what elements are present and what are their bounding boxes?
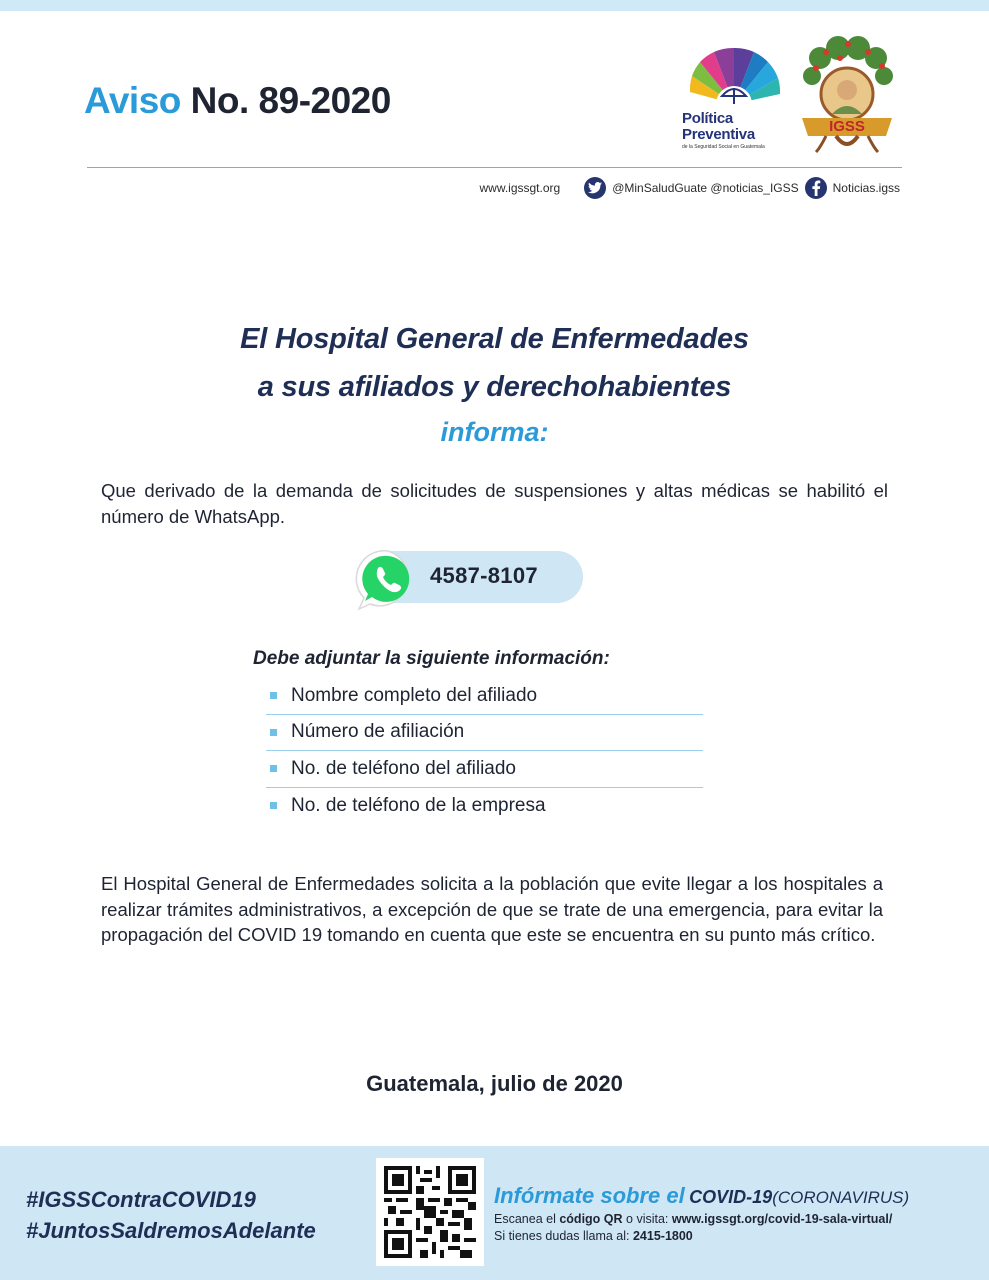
bullet-icon — [270, 802, 277, 809]
requirements-list — [266, 678, 703, 824]
top-strip — [0, 0, 989, 11]
hashtag-2[interactable]: #JuntosSaldremosAdelante — [26, 1218, 316, 1243]
scan-line — [494, 1212, 892, 1226]
logo-text-line2: Preventiva — [682, 126, 755, 143]
social-links — [479, 176, 900, 200]
logo-text-line3: de la Seguridad Social en Guatemala — [682, 144, 765, 150]
whatsapp-number[interactable]: 4587-8107 — [430, 563, 538, 588]
list-item — [266, 678, 703, 715]
info-title-covid: COVID-19 — [689, 1187, 773, 1207]
igss-logo-text: IGSS — [829, 118, 865, 135]
facebook-page[interactable]: Noticias.igss — [832, 181, 900, 195]
covid-url-link[interactable]: www.igssgt.org/covid-19-sala-virtual/ — [671, 1212, 893, 1226]
info-title-coronavirus: (CORONAVIRUS) — [772, 1188, 910, 1207]
bullet-icon — [270, 729, 277, 736]
scan-prefix: Escanea el — [494, 1212, 556, 1226]
list-item — [266, 788, 703, 825]
logo-text-line1: Política — [682, 110, 733, 127]
phone-number[interactable]: 2415-1800 — [632, 1229, 693, 1243]
list-item-label: Número de afiliación — [291, 721, 465, 743]
title-line-1: El Hospital General de Enfermedades — [240, 323, 749, 355]
covid-info-title — [494, 1183, 909, 1209]
notice-number: No. 89-2020 — [190, 80, 391, 121]
igss-tree-emblem-icon — [796, 36, 898, 156]
list-item-label: No. de teléfono de la empresa — [291, 794, 546, 816]
igss-logo — [796, 36, 898, 156]
list-item — [266, 751, 703, 788]
info-title-main: Infórmate sobre el — [494, 1183, 685, 1208]
intro-paragraph: Que derivado de la demanda de solicitudes de suspensiones y altas médicas se habilitó el número de WhatsApp. — [101, 480, 888, 527]
whatsapp-icon — [355, 547, 421, 613]
facebook-icon — [805, 177, 827, 199]
bullet-icon — [270, 692, 277, 699]
date-line: Guatemala, julio de 2020 — [366, 1071, 623, 1096]
qr-code[interactable] — [376, 1158, 484, 1266]
notice-title — [84, 80, 391, 122]
website-link[interactable]: www.igssgt.org — [479, 181, 561, 195]
title-informa: informa: — [440, 417, 549, 447]
call-line — [494, 1229, 693, 1243]
umbrella-rainbow-icon — [684, 44, 784, 110]
requirements-title: Debe adjuntar la siguiente información: — [253, 648, 610, 669]
hashtag-1[interactable]: #IGSSContraCOVID19 — [26, 1187, 256, 1212]
call-prefix: Si tienes dudas llama al: — [494, 1229, 630, 1243]
list-item-label: Nombre completo del afiliado — [291, 684, 538, 706]
header-divider — [87, 167, 902, 168]
list-item — [266, 715, 703, 752]
qr-code-icon — [384, 1166, 476, 1258]
closing-paragraph: El Hospital General de Enfermedades solicita a la población que evite llegar a los hospitales a realizar trámites administrativos, a excepción de que se trate de una emergencia, para evitar la propagación del COVID 19 tomando en cuenta que este se encuentra en su punto más crítico. — [101, 873, 883, 945]
list-item-label: No. de teléfono del afiliado — [291, 757, 516, 779]
politica-preventiva-logo — [676, 44, 788, 154]
scan-qr-label: código QR — [559, 1212, 623, 1226]
twitter-icon — [584, 177, 606, 199]
scan-mid: o visita: — [626, 1212, 669, 1226]
notice-word: Aviso — [84, 80, 181, 121]
twitter-handles[interactable]: @MinSaludGuate @noticias_IGSS — [612, 181, 799, 195]
title-line-2: a sus afiliados y derechohabientes — [257, 371, 732, 403]
bullet-icon — [270, 765, 277, 772]
